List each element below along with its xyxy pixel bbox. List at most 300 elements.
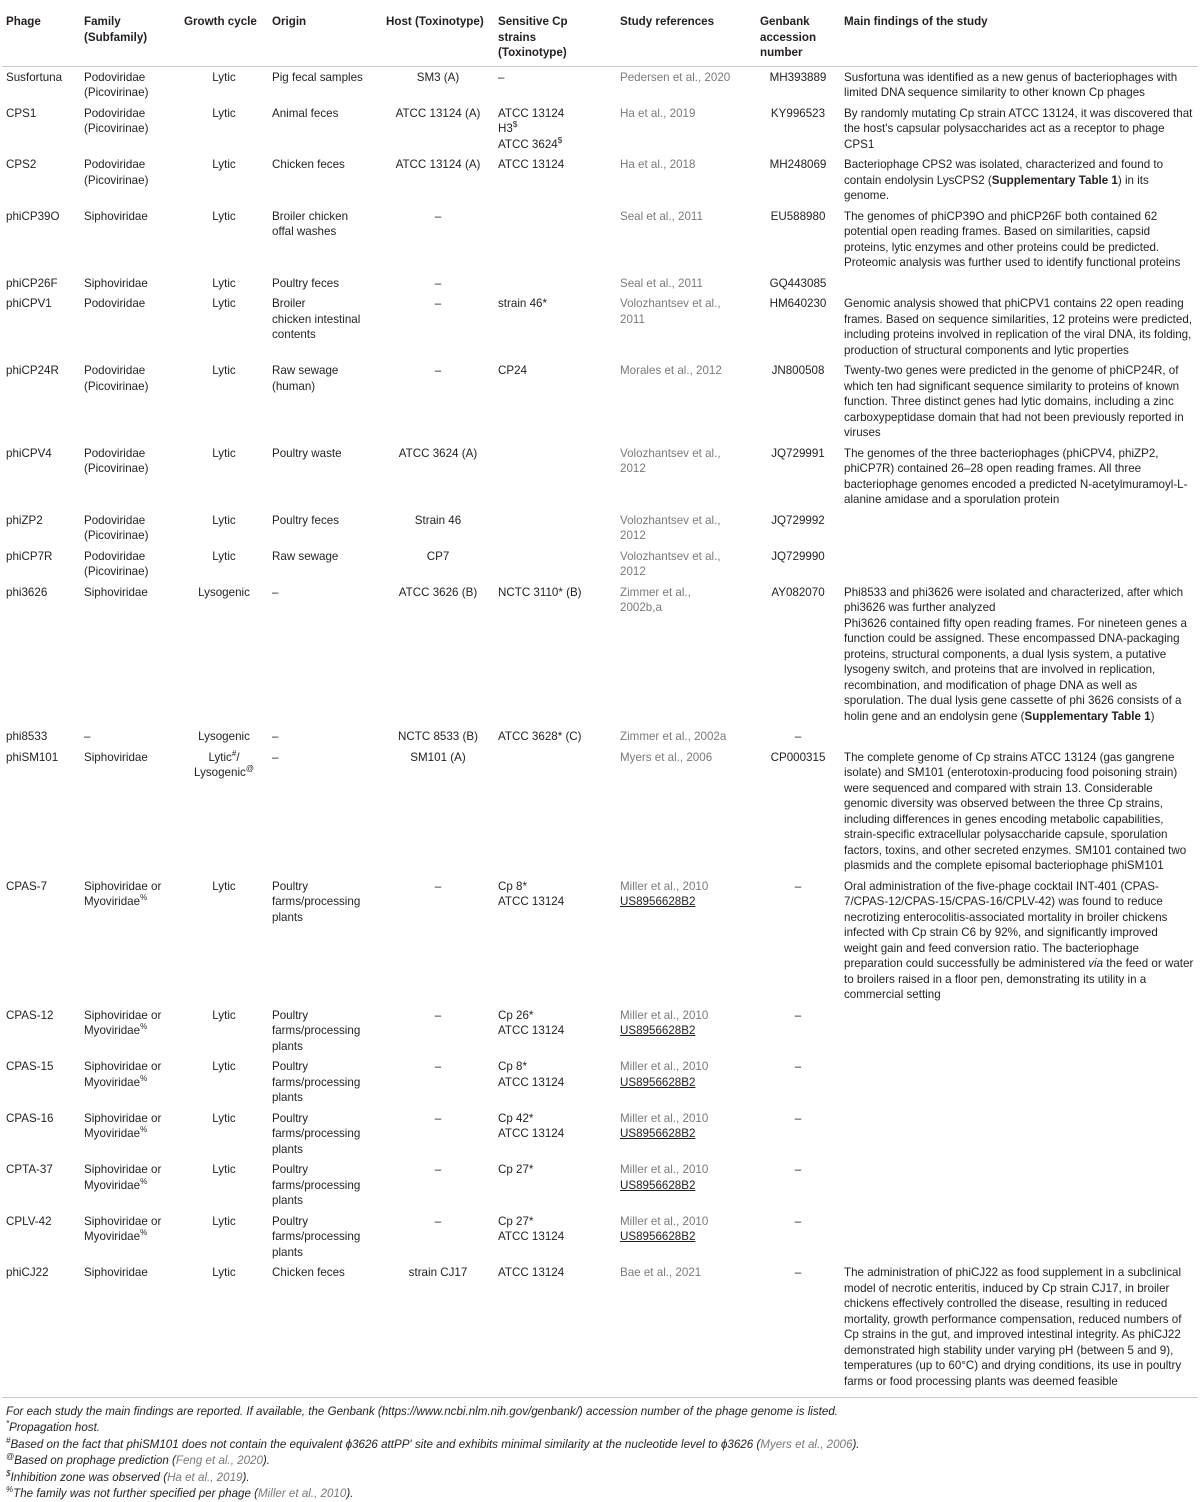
cell-study-references [616, 443, 756, 510]
cell-main-findings [840, 1159, 1198, 1211]
cell-genbank-text: – [794, 1060, 802, 1073]
cell-host-line: ATCC 3624 (A) [398, 446, 478, 460]
cell-genbank-text: – [794, 1214, 802, 1228]
cell-origin-line: – [272, 730, 279, 743]
cell-genbank [756, 206, 840, 273]
patent-link[interactable]: US8956628B2 [620, 895, 696, 908]
cell-origin-line: farms/processing [272, 1127, 361, 1140]
cell-growth-cycle-line: Lytic [212, 1008, 236, 1022]
cell-phage-text: phiCP26F [6, 276, 58, 290]
cell-sensitive-strains-line: NCTC 3110* (B) [498, 585, 582, 599]
cell-genbank-text: – [794, 1111, 802, 1125]
cell-family-line: Siphoviridae [84, 276, 148, 290]
patent-link[interactable]: US8956628B2 [620, 1024, 696, 1037]
cell-host [382, 154, 494, 206]
cell-host-line: ATCC 13124 (A) [395, 158, 481, 171]
cell-family-line: (Picovirinae) [84, 379, 149, 393]
cell-family [80, 546, 180, 582]
cell-host [382, 876, 494, 1005]
cell-host [382, 510, 494, 546]
column-header [2, 0, 80, 66]
cell-sensitive-strains-line: ATCC 3628* (C) [498, 730, 582, 743]
cell-family [80, 1108, 180, 1160]
cell-growth-cycle [180, 1262, 268, 1391]
cell-phage [2, 546, 80, 582]
footnote-citation[interactable]: Myers et al., 2006 [760, 1437, 853, 1451]
cell-family [80, 510, 180, 546]
cell-study-references-line[interactable]: Zimmer et al., 2002a [620, 730, 727, 743]
cell-family-line: Podoviridae [84, 158, 146, 171]
cell-study-references-line[interactable]: Miller et al., 2010 [620, 1214, 709, 1228]
column-header [756, 0, 840, 66]
cell-phage-text: phiCJ22 [6, 1266, 49, 1279]
cell-genbank-text: KY996523 [770, 106, 826, 120]
cell-origin-line: plants [272, 1039, 303, 1053]
cell-family-line: Siphoviridae or [84, 1214, 162, 1228]
cell-origin [268, 1005, 382, 1057]
cell-phage [2, 1108, 80, 1160]
cell-family-line: (Picovirinae) [84, 529, 149, 542]
cell-host-line: – [434, 1111, 442, 1125]
cell-main-findings-text: Oral administration of the five-phage cocktail INT-401 (CPAS-7/CPAS-12/CPAS-15/CPAS-16/CPLV-42) was found to reduce necrotizing enterocolitis-associated mortality in broiler chickens infected with Cp strain C6 by 92%, and significantly improved weight gain and feed conversion ratio. The bacteriophage preparation could successfully be administered via the feed or water to broilers raised in a floor pen, demonstrating its utility in a commercial setting [844, 879, 1194, 1001]
cell-study-references-line[interactable]: Myers et al., 2006 [620, 750, 713, 764]
cell-family-line: Siphoviridae [84, 750, 148, 764]
cell-growth-cycle [180, 443, 268, 510]
footnote-dollar: $Inhibition zone was observed (Ha et al., 2019). [6, 1468, 250, 1484]
cell-study-references-line[interactable]: Morales et al., 2012 [620, 364, 722, 377]
cell-study-references-line[interactable]: Bae et al., 2021 [620, 1266, 702, 1279]
cell-host [382, 1056, 494, 1108]
cell-genbank [756, 154, 840, 206]
cell-host [382, 1262, 494, 1391]
cell-sensitive-strains-line: ATCC 3624$ [498, 135, 563, 151]
cell-phage-text: CPAS-7 [6, 879, 48, 893]
cell-origin [268, 66, 382, 103]
cell-origin [268, 103, 382, 155]
cell-origin-line: farms/processing [272, 1230, 361, 1243]
cell-sensitive-strains [494, 206, 616, 273]
cell-family [80, 66, 180, 103]
cell-genbank [756, 103, 840, 155]
patent-link[interactable]: US8956628B2 [620, 1178, 696, 1192]
patent-link[interactable]: US8956628B2 [620, 1075, 696, 1089]
cell-study-references [616, 1211, 756, 1263]
patent-link[interactable]: US8956628B2 [620, 1230, 696, 1243]
cell-host-line: ATCC 3626 (B) [398, 585, 478, 599]
column-header-line: Family [84, 15, 121, 28]
cell-phage-text: CPAS-15 [6, 1060, 54, 1073]
cell-origin-line: farms/processing [272, 1075, 361, 1089]
table-row [2, 747, 1198, 876]
cell-host [382, 1108, 494, 1160]
cell-sensitive-strains [494, 1108, 616, 1160]
cell-phage-text: CPS1 [6, 106, 37, 120]
cell-phage [2, 1056, 80, 1108]
cell-genbank-text: CP000315 [770, 750, 826, 764]
cell-genbank-text: – [794, 1266, 802, 1279]
cell-genbank [756, 1005, 840, 1057]
cell-study-references [616, 206, 756, 273]
cell-growth-cycle-line: Lytic [212, 1266, 236, 1279]
cell-genbank-text: MH393889 [769, 70, 827, 84]
cell-study-references-line[interactable]: Miller et al., 2010 [620, 1008, 709, 1022]
cell-sensitive-strains [494, 293, 616, 360]
cell-growth-cycle [180, 1108, 268, 1160]
cell-sensitive-strains-line: Cp 27* [498, 1163, 534, 1176]
cell-family [80, 1005, 180, 1057]
cell-origin-line: Poultry [272, 1214, 309, 1228]
cell-study-references [616, 510, 756, 546]
cell-genbank [756, 876, 840, 1005]
cell-study-references-line[interactable]: 2012 [620, 529, 646, 542]
cell-origin-line: Pig fecal samples [272, 70, 363, 84]
cell-origin-line: plants [272, 1194, 303, 1207]
cell-genbank-text: – [794, 1008, 802, 1022]
cell-host-line: – [434, 1008, 442, 1022]
cell-growth-cycle-line: Lytic [212, 1060, 236, 1073]
cell-genbank [756, 66, 840, 103]
cell-origin [268, 360, 382, 443]
cell-origin-line: – [272, 750, 279, 764]
cell-growth-cycle [180, 582, 268, 727]
cell-phage-text: CPTA-37 [6, 1163, 53, 1176]
cell-family-line: Siphoviridae or [84, 1060, 162, 1073]
cell-host [382, 546, 494, 582]
cell-study-references [616, 293, 756, 360]
cell-phage-text: phiCPV1 [6, 297, 52, 310]
table-body [2, 66, 1198, 1391]
cell-phage [2, 273, 80, 294]
cell-sensitive-strains [494, 1262, 616, 1391]
cell-study-references-line[interactable]: Zimmer et al., [620, 585, 691, 599]
cell-study-references-line[interactable]: Ha et al., 2018 [620, 158, 696, 171]
cell-growth-cycle-line: Lytic [212, 1163, 236, 1176]
table-row [2, 1262, 1198, 1391]
cell-sensitive-strains-line: H3$ [498, 120, 518, 135]
cell-sensitive-strains-line: ATCC 13124 [498, 895, 565, 908]
column-header-line: (Subfamily) [84, 30, 148, 44]
table-row [2, 66, 1198, 103]
cell-host [382, 747, 494, 876]
cell-phage [2, 103, 80, 155]
cell-origin [268, 1159, 382, 1211]
cell-growth-cycle [180, 747, 268, 876]
cell-family [80, 1211, 180, 1263]
cell-study-references-line[interactable]: Seal et al., 2011 [620, 276, 703, 290]
cell-family-line: Myoviridae% [84, 1022, 148, 1037]
cell-family-line: Podoviridae [84, 106, 146, 120]
table-row [2, 1056, 1198, 1108]
cell-main-findings-text: By randomly mutating Cp strain ATCC 13124, it was discovered that the host's capsular polysaccharides act as a receptor to phage CPS1 [844, 106, 1193, 151]
cell-sensitive-strains-line: – [498, 70, 505, 84]
cell-host-line: – [434, 1214, 442, 1228]
cell-study-references-line[interactable]: Miller et al., 2010 [620, 879, 709, 893]
footnote-citation[interactable]: Ha et al., 2019 [167, 1470, 243, 1484]
cell-growth-cycle [180, 1211, 268, 1263]
cell-growth-cycle-line: Lysogenic@ [194, 764, 254, 779]
column-header [382, 0, 494, 66]
cell-phage [2, 360, 80, 443]
cell-sensitive-strains-line: ATCC 13124 [498, 106, 565, 120]
cell-sensitive-strains-line: Cp 8* [498, 1060, 528, 1073]
column-header [840, 0, 1198, 66]
cell-phage-text: phi8533 [6, 730, 48, 743]
column-header-line: Origin [272, 15, 307, 28]
footnote-citation[interactable]: Feng et al., 2020 [175, 1454, 263, 1468]
cell-family [80, 747, 180, 876]
phage-table [2, 0, 1198, 1391]
cell-phage [2, 1211, 80, 1263]
column-header [268, 0, 382, 66]
cell-study-references-line[interactable]: Volozhantsev et al., [620, 446, 721, 460]
cell-origin-line: Poultry [272, 1060, 309, 1073]
cell-main-findings-text: Twenty-two genes were predicted in the genome of phiCP24R, of which ten had significant sequence similarity to proteins of known function. Three distinct genes had lytic domains, including a zinc carboxypeptidase domain that had not been previously reported in viruses [844, 364, 1184, 439]
cell-genbank [756, 1262, 840, 1391]
cell-family [80, 206, 180, 273]
cell-phage [2, 206, 80, 273]
cell-origin-line: Poultry feces [272, 513, 340, 527]
footnote-citation[interactable]: Miller et al., 2010 [258, 1487, 347, 1501]
cell-study-references [616, 1262, 756, 1391]
cell-genbank-text: HM640230 [769, 297, 827, 310]
cell-family-line: Podoviridae [84, 446, 146, 460]
table-row [2, 443, 1198, 510]
column-header-line: Host (Toxinotype) [386, 15, 484, 28]
cell-sensitive-strains [494, 510, 616, 546]
cell-study-references [616, 273, 756, 294]
cell-genbank [756, 1108, 840, 1160]
column-header [494, 0, 616, 66]
cell-study-references [616, 360, 756, 443]
footnote-propagation-host: *Propagation host. [6, 1419, 101, 1435]
cell-growth-cycle [180, 510, 268, 546]
cell-main-findings [840, 154, 1198, 206]
cell-growth-cycle-line: Lytic [212, 297, 236, 310]
cell-study-references [616, 1159, 756, 1211]
cell-origin [268, 510, 382, 546]
cell-family-line: Siphoviridae [84, 209, 148, 223]
cell-sensitive-strains [494, 876, 616, 1005]
cell-origin [268, 154, 382, 206]
cell-phage [2, 443, 80, 510]
cell-genbank [756, 1159, 840, 1211]
cell-phage [2, 1005, 80, 1057]
cell-phage [2, 293, 80, 360]
cell-family-line: Siphoviridae or [84, 1111, 162, 1125]
column-header-line: Sensitive Cp [498, 15, 568, 28]
cell-study-references [616, 747, 756, 876]
cell-family-line: Myoviridae% [84, 1125, 148, 1140]
cell-study-references-line[interactable]: 2012 [620, 565, 646, 578]
table-row [2, 1159, 1198, 1211]
cell-family-line: – [84, 730, 91, 743]
cell-host-line: strain CJ17 [408, 1266, 468, 1279]
cell-phage [2, 1159, 80, 1211]
cell-host [382, 1005, 494, 1057]
cell-growth-cycle-line: Lytic [212, 879, 236, 893]
table-row [2, 206, 1198, 273]
table-header-row [2, 0, 1198, 66]
cell-host-line: – [434, 276, 442, 290]
cell-growth-cycle-line: Lytic [212, 209, 236, 223]
cell-host [382, 103, 494, 155]
column-header-line: accession [760, 30, 817, 44]
footnote-main: For each study the main findings are reported. If available, the Genbank (https://www.ncbi.nlm.nih.gov/genbank/) accession number of the phage genome is listed. [6, 1405, 838, 1418]
cell-main-findings [840, 726, 1198, 747]
cell-family-line: Siphoviridae or [84, 1008, 162, 1022]
cell-sensitive-strains-line: ATCC 13124 [498, 1024, 565, 1037]
cell-study-references-line[interactable]: Volozhantsev et al., [620, 297, 721, 310]
cell-origin-line: Raw sewage [272, 364, 339, 377]
cell-study-references-line[interactable]: Ha et al., 2019 [620, 106, 696, 120]
cell-host-line: CP7 [426, 549, 450, 563]
cell-origin-line: Poultry [272, 1111, 309, 1125]
cell-host-line: – [434, 1163, 442, 1176]
cell-origin-line: Poultry waste [272, 446, 342, 460]
cell-sensitive-strains [494, 66, 616, 103]
cell-study-references-line[interactable]: Volozhantsev et al., [620, 513, 721, 527]
cell-main-findings [840, 747, 1198, 876]
cell-main-findings [840, 293, 1198, 360]
cell-main-findings-text: Bacteriophage CPS2 was isolated, characterized and found to contain endolysin LysCPS2 (Supplementary Table 1) in its genome. [844, 158, 1164, 202]
cell-phage-text: phiCP24R [6, 364, 59, 377]
cell-study-references-line[interactable]: Volozhantsev et al., [620, 549, 721, 563]
cell-origin-line: Poultry [272, 1163, 309, 1176]
column-header-line: number [760, 46, 803, 59]
cell-genbank-text: JQ729990 [771, 549, 825, 563]
table-row [2, 293, 1198, 360]
cell-growth-cycle [180, 206, 268, 273]
cell-growth-cycle [180, 1159, 268, 1211]
cell-genbank [756, 582, 840, 727]
cell-family-line: (Picovirinae) [84, 173, 149, 187]
cell-family [80, 726, 180, 747]
cell-study-references [616, 1056, 756, 1108]
cell-study-references-line[interactable]: Miller et al., 2010 [620, 1111, 709, 1125]
cell-host [382, 273, 494, 294]
column-header-line: strains [498, 30, 537, 44]
cell-genbank-text: EU588980 [770, 209, 826, 223]
cell-phage [2, 876, 80, 1005]
cell-host-line: – [434, 1060, 442, 1073]
cell-main-findings [840, 360, 1198, 443]
table-row [2, 726, 1198, 747]
cell-phage [2, 66, 80, 103]
cell-sensitive-strains [494, 726, 616, 747]
cell-main-findings [840, 1056, 1198, 1108]
cell-growth-cycle-line: Lytic [212, 1214, 236, 1228]
cell-family-line: Podoviridae [84, 70, 146, 84]
cell-growth-cycle [180, 293, 268, 360]
footnote-at: @Based on prophage prediction (Feng et al., 2020). [6, 1452, 271, 1468]
cell-origin-line: Chicken feces [272, 1266, 345, 1279]
cell-host [382, 206, 494, 273]
cell-growth-cycle-line: Lysogenic [198, 585, 250, 599]
cell-main-findings [840, 546, 1198, 582]
cell-study-references-line[interactable]: Miller et al., 2010 [620, 1060, 709, 1073]
table-row [2, 1211, 1198, 1263]
cell-genbank-text: JQ729991 [771, 446, 825, 460]
cell-origin-line: plants [272, 910, 303, 924]
cell-family-line: Siphoviridae [84, 585, 148, 599]
cell-origin-line: – [272, 585, 279, 599]
cell-sensitive-strains-line: ATCC 13124 [498, 1127, 565, 1140]
cell-family [80, 1159, 180, 1211]
cell-origin-line: Broiler chicken [272, 209, 349, 223]
table-row [2, 103, 1198, 155]
cell-main-findings [840, 103, 1198, 155]
footnote-percent: %The family was not further specified per phage (Miller et al., 2010). [6, 1485, 354, 1501]
cell-host-line: NCTC 8533 (B) [398, 730, 478, 743]
cell-phage-text: phiSM101 [6, 750, 59, 764]
cell-sensitive-strains [494, 443, 616, 510]
cell-host-line: – [434, 297, 442, 310]
table-row [2, 510, 1198, 546]
cell-phage [2, 747, 80, 876]
column-header [616, 0, 756, 66]
cell-main-findings-text: The genomes of phiCP39O and phiCP26F both contained 62 potential open reading frames. Based on similarities, capsid proteins, lytic enzymes and other proteins could be predicted. Proteomic analysis was further used to identify functional proteins [844, 209, 1181, 269]
cell-host-line: SM3 (A) [416, 70, 460, 84]
cell-origin [268, 1108, 382, 1160]
cell-family-line: Myoviridae% [84, 1073, 148, 1089]
cell-family-line: Podoviridae [84, 364, 146, 377]
cell-genbank-text: JN800508 [771, 364, 825, 377]
cell-main-findings [840, 1211, 1198, 1263]
cell-study-references-line[interactable]: Pedersen et al., 2020 [620, 70, 731, 84]
cell-study-references-line[interactable]: 2012 [620, 462, 646, 475]
cell-growth-cycle [180, 273, 268, 294]
cell-origin-line: Animal feces [272, 106, 339, 120]
cell-phage [2, 582, 80, 727]
cell-family-line: Myoviridae% [84, 1176, 148, 1192]
cell-study-references-line[interactable]: 2011 [620, 312, 645, 326]
cell-host [382, 582, 494, 727]
cell-growth-cycle-line: Lytic [212, 106, 236, 120]
cell-origin-line: (human) [272, 379, 316, 393]
cell-phage-text: phi3626 [6, 585, 48, 599]
cell-phage [2, 510, 80, 546]
cell-family-line: (Picovirinae) [84, 462, 149, 475]
column-header-line: Phage [6, 15, 41, 28]
cell-study-references-line[interactable]: Miller et al., 2010 [620, 1163, 709, 1176]
cell-sensitive-strains [494, 1159, 616, 1211]
column-header-line: Genbank [760, 15, 810, 28]
cell-origin [268, 582, 382, 727]
column-header-line: (Toxinotype) [498, 46, 567, 59]
cell-origin-line: plants [272, 1245, 303, 1259]
cell-study-references-line[interactable]: Seal et al., 2011 [620, 209, 703, 223]
cell-study-references-line[interactable]: 2002b,a [620, 601, 662, 614]
cell-genbank [756, 293, 840, 360]
cell-origin-line: Raw sewage [272, 549, 339, 563]
cell-origin-line: farms/processing [272, 1178, 361, 1192]
cell-family [80, 360, 180, 443]
cell-main-findings [840, 273, 1198, 294]
cell-family-line: Myoviridae% [84, 893, 148, 908]
cell-phage-text: CPAS-12 [6, 1008, 54, 1022]
cell-main-findings-text: The genomes of the three bacteriophages (phiCPV4, phiZP2, phiCP7R) contained 26–28 open reading frames. All three bacteriophage genomes encoded a predicted N-acetylmuramoyl-L-alanine amidase and a sporulation protein [844, 446, 1188, 506]
cell-phage [2, 1262, 80, 1391]
cell-sensitive-strains-line: ATCC 13124 [498, 1266, 565, 1279]
cell-study-references [616, 726, 756, 747]
patent-link[interactable]: US8956628B2 [620, 1127, 696, 1140]
cell-growth-cycle [180, 103, 268, 155]
cell-growth-cycle-line: Lytic#/ [208, 748, 240, 764]
cell-growth-cycle-line: Lysogenic [198, 730, 250, 743]
cell-sensitive-strains-line: Cp 27* [498, 1214, 534, 1228]
cell-phage-text: phiCP7R [6, 549, 53, 563]
cell-origin [268, 443, 382, 510]
